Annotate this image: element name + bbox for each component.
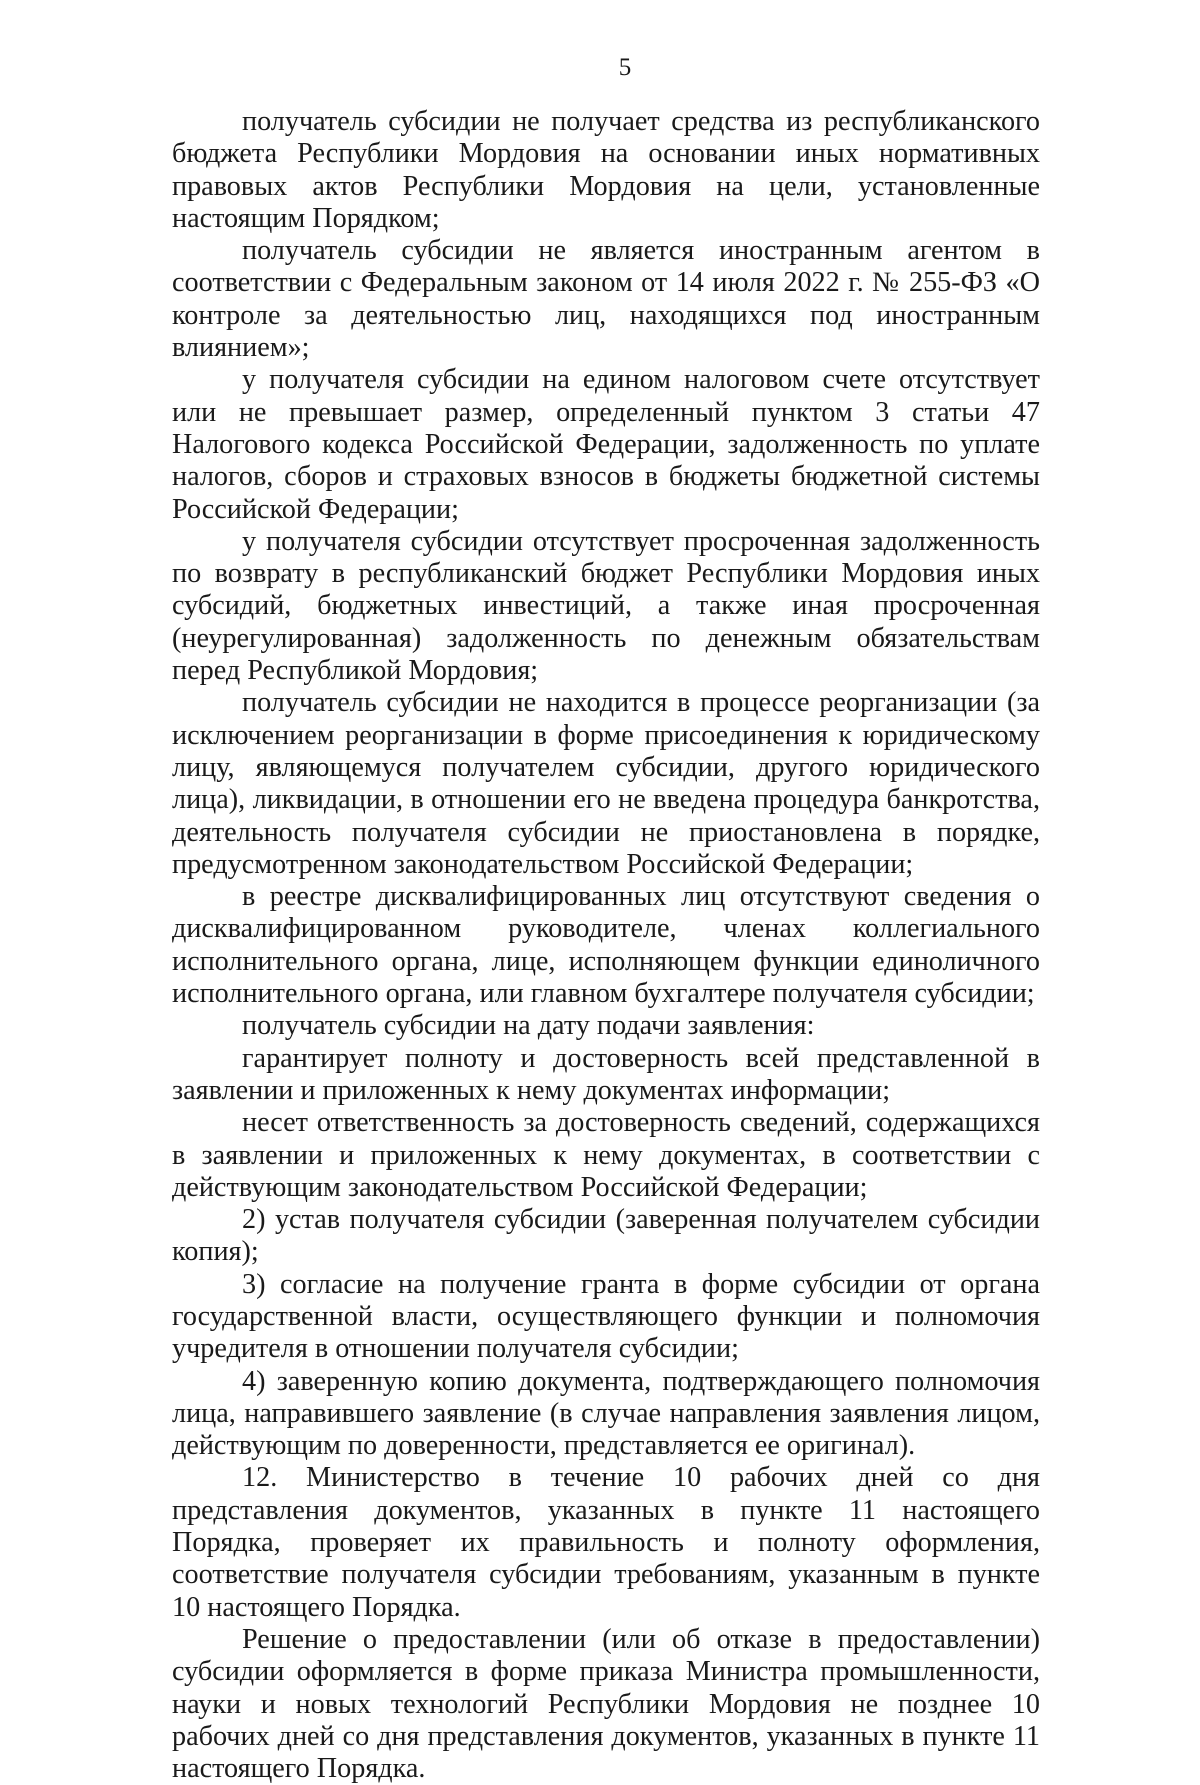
paragraph-no-other-funding: получатель субсидии не получает средства из республиканского бюджета Республики Мордовия на основании иных нормативных правовых актов Республики Мордовия на цели, установленные настоящим Порядком; [172,106,1040,234]
paragraph-section-12: 12. Министерство в течение 10 рабочих дней со дня представления документов, указанных в пункте 11 настоящего Порядка, проверяет их правильность и полноту оформления, соответствие получателя субсидии требованиям, указанным в пункте 10 настоящего Порядка. [172,1462,1040,1623]
paragraph-bears-responsibility: несет ответственность за достоверность сведений, содержащихся в заявлении и приложенных к нему документах, в соответствии с действующим законодательством Российской Федерации; [172,1107,1040,1203]
paragraph-no-reorganization: получатель субсидии не находится в процессе реорганизации (за исключением реорганизации в форме присоединения к юридическому лицу, являющемуся получателем субсидии, другого юридического лица), ликвидации, в отношении его не введена процедура банкротства, деятельность получателя субсидии не приостановлена в порядке, предусмотренном законодательством Российской Федерации; [172,687,1040,880]
paragraph-application-date: получатель субсидии на дату подачи заявления: [242,1010,815,1042]
paragraph-decision: Решение о предоставлении (или об отказе в предоставлении) субсидии оформляется в форме приказа Министра промышленности, науки и новых технологий Республики Мордовия не позднее 10 рабочих дней со дня представления документов, указанных в пункте 11 настоящего Порядка. [172,1623,1040,1785]
paragraph-guarantees-completeness: гарантирует полноту и достоверность всей представленной в заявлении и приложенных к нему документах информации; [172,1042,1040,1106]
paragraph-item-3-consent: 3) согласие на получение гранта в форме субсидии от органа государственной власти, осуществляющего функции и полномочия учредителя в отношении получателя субсидии; [172,1268,1040,1365]
paragraph-item-4-power-of-attorney: 4) заверенную копию документа, подтверждающего полномочия лица, направившего заявление (в случае направления заявления лицом, действующим по доверенности, представляется ее оригинал). [172,1365,1040,1462]
paragraph-disqualified-registry: в реестре дисквалифицированных лиц отсутствуют сведения о дисквалифицированном руководителе, членах коллегиального исполнительного органа, лице, исполняющем функции единоличного исполнительного органа, или главном бухгалтере получателя субсидии; [172,881,1040,1010]
page-number: 5 [618,54,632,81]
paragraph-no-overdue-debt: у получателя субсидии отсутствует просроченная задолженность по возврату в республиканский бюджет Республики Мордовия иных субсидий, бюджетных инвестиций, а также иная просроченная (неурегулированная) задолженность по денежным обязательствам перед Республикой Мордовия; [172,525,1040,687]
document-body [172,106,1040,1785]
paragraph-not-foreign-agent: получатель субсидии не является иностранным агентом в соответствии с Федеральным законом от 14 июля 2022 г. № 255-ФЗ «О контроле за деятельностью лиц, находящихся под иностранным влиянием»; [172,235,1040,364]
paragraph-item-2-charter: 2) устав получателя субсидии (заверенная получателем субсидии копия); [172,1204,1040,1268]
paragraph-no-tax-debt: у получателя субсидии на едином налоговом счете отсутствует или не превышает размер, определенный пунктом 3 статьи 47 Налогового кодекса Российской Федерации, задолженность по уплате налогов, сборов и страховых взносов в бюджеты бюджетной системы Российской Федерации; [172,364,1040,525]
